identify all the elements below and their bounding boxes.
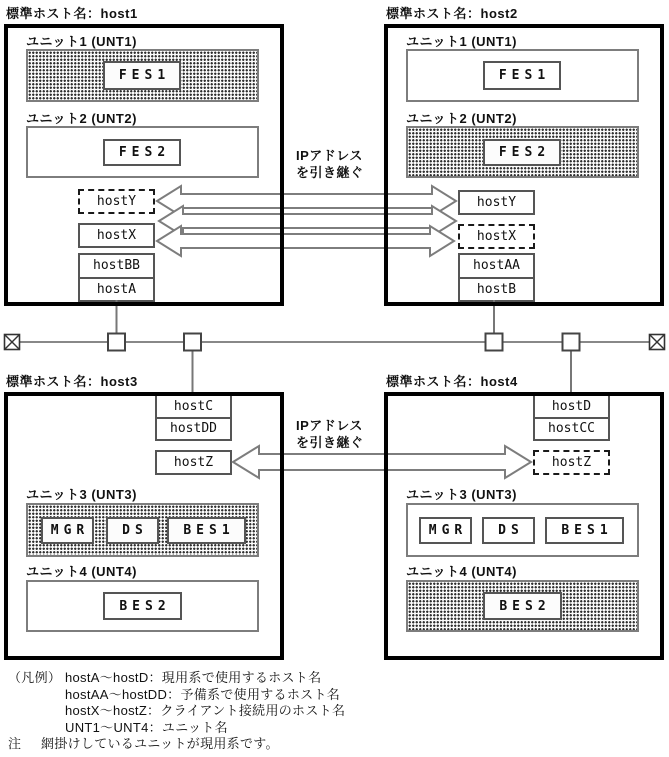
host4-hostZ-box: hostZ [533,450,610,475]
host3-panel [4,392,284,660]
host4-bes1-box: BES1 [545,517,624,544]
ip-takeover-label-top-line1: IPアドレス [296,148,363,163]
host1-fes1-box: FES1 [103,61,181,90]
host1-hostA-box: hostA [80,277,153,301]
host2-unit2-label: ユニット2 (UNT2) [406,111,517,126]
host4-hostCC-box: hostCC [535,417,608,440]
host3-bes1-box: BES1 [167,517,246,544]
legend-note-label: 注 [8,736,22,751]
host3-mgr-box: MGR [41,517,94,544]
legend-item-active-hosts: hostA〜hostD：現用系で使用するホスト名 [65,670,322,685]
host2-hostB-box: hostB [460,277,533,301]
host3-unit3-label: ユニット3 (UNT3) [26,487,137,502]
host2-tap-icon [486,334,503,351]
host2-unit1-label: ユニット1 (UNT1) [406,34,517,49]
ip-takeover-label-bottom-line1: IPアドレス [296,418,363,433]
host3-bes2-box: BES2 [103,592,182,620]
host1-unit2-label: ユニット2 (UNT2) [26,111,137,126]
host2-hostY-box: hostY [458,190,535,215]
host2-fes2-box: FES2 [483,139,561,166]
legend-item-client-hosts: hostX〜hostZ：クライアント接続用のホスト名 [65,703,346,718]
host4-panel [384,392,664,660]
host3-hostC-box: hostC [173,398,214,414]
host3-hostDD-box: hostDD [157,417,230,440]
host1-unit1-label: ユニット1 (UNT1) [26,34,137,49]
host1-fes2-box: FES2 [103,139,181,166]
host2-title: 標準ホスト名：host2 [386,6,518,21]
host1-title: 標準ホスト名：host1 [6,6,138,21]
host4-title: 標準ホスト名：host4 [386,374,518,389]
host4-hostD-box: hostD [551,398,592,414]
host4-bes2-box: BES2 [483,592,562,620]
ip-takeover-label-bottom-line2: を引き継ぐ [296,435,364,450]
host4-unit3-label: ユニット3 (UNT3) [406,487,517,502]
host3-tap-icon [184,334,201,351]
host2-fes1-box: FES1 [483,61,561,90]
host1-hostY-box: hostY [78,189,155,214]
host3-title: 標準ホスト名：host3 [6,374,138,389]
legend-prefix: （凡例） [8,670,62,685]
host3-unit4-label: ユニット4 (UNT4) [26,564,137,579]
host2-panel [384,24,664,306]
host1-tap-icon [108,334,125,351]
host4-mgr-box: MGR [419,517,472,544]
legend-note-text: 網掛けしているユニットが現用系です。 [41,736,279,751]
legend-item-unit-names: UNT1〜UNT4：ユニット名 [65,719,228,735]
host1-panel [4,24,284,306]
host1-hostBB-box: hostBB [93,258,140,274]
host4-ds-box: DS [482,517,535,544]
bus-terminator-right-icon [650,335,665,350]
host1-hostX-box: hostX [78,223,155,248]
host4-tap-icon [563,334,580,351]
legend-item-standby-hosts: hostAA〜hostDD：予備系で使用するホスト名 [65,686,341,702]
host2-hostAA-box: hostAA [473,258,520,274]
bus-terminator-left-icon [5,335,20,350]
host2-hostX-box: hostX [458,224,535,249]
host4-unit4-label: ユニット4 (UNT4) [406,564,517,579]
host3-hostZ-box: hostZ [155,450,232,475]
host3-ds-box: DS [106,517,159,544]
ip-takeover-label-top-line2: を引き継ぐ [296,165,364,180]
